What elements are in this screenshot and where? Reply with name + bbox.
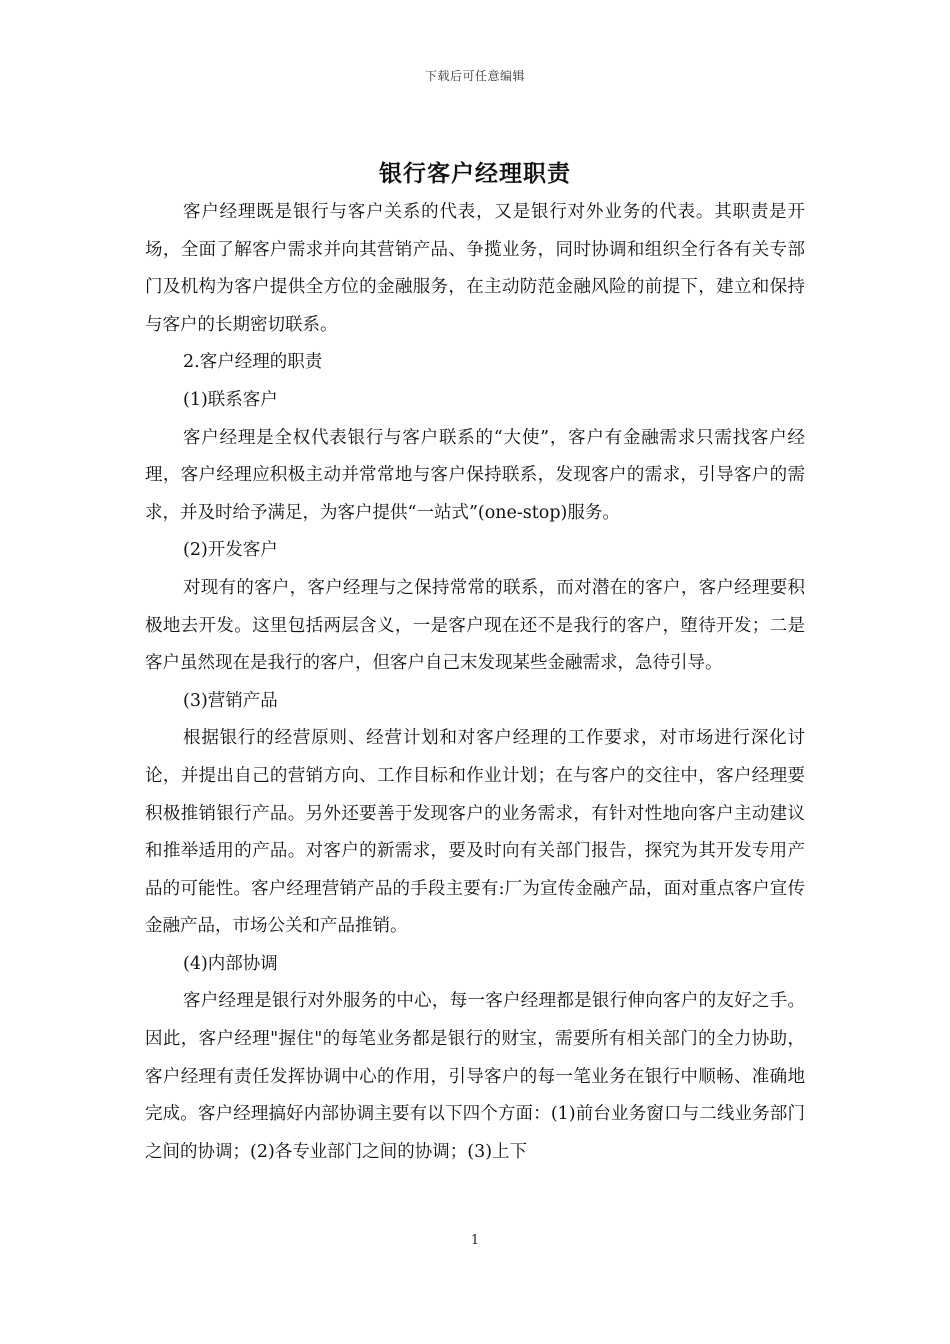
subsection-heading-contact: (1)联系客户: [183, 389, 278, 410]
paragraph-marketing: 根据银行的经营原则、经营计划和对客户经理的工作要求，对市场进行深化讨论，并提出自己的营销方向、工作目标和作业计划；在与客户的交往中，客户经理要积极推销银行产品。另外还要善于发现客户的业务需求，有针对性地向客户主动建议和推举适用的产品。对客户的新需求，要及时向有关部门报告，探究为其开发专用产品的可能性。客户经理营销产品的手段主要有:厂为宣传金融产品，面对重点客户宣传金融产品，市场公关和产品推销。: [145, 728, 805, 937]
subsection-heading-coordination: (4)内部协调: [183, 953, 278, 974]
document-body: [145, 194, 805, 1171]
subsection-heading-marketing: (3)营销产品: [183, 690, 278, 711]
paragraph-intro: 客户经理既是银行与客户关系的代表，又是银行对外业务的代表。其职责是开场，全面了解客户需求并向其营销产品、争揽业务，同时协调和组织全行各有关专部门及机构为客户提供全方位的金融服务，在主动防范金融风险的前提下，建立和保持与客户的长期密切联系。: [145, 202, 805, 335]
paragraph-coordination: 客户经理是银行对外服务的中心，每一客户经理都是银行伸向客户的友好之手。因此，客户经理"握住"的每笔业务都是银行的财宝，需要所有相关部门的全力协助，客户经理有责任发挥协调中心的作用，引导客户的每一笔业务在银行中顺畅、准确地完成。客户经理搞好内部协调主要有以下四个方面：(1)前台业务窗口与二线业务部门之间的协调；(2)各专业部门之间的协调；(3)上下: [145, 991, 805, 1162]
paragraph-develop: 对现有的客户，客户经理与之保持常常的联系，而对潜在的客户，客户经理要积极地去开发。这里包括两层含义，一是客户现在还不是我行的客户，堕待开发；二是客户虽然现在是我行的客户，但客户自己末发现某些金融需求，急待引导。: [145, 577, 805, 674]
paragraph-contact: 客户经理是全权代表银行与客户联系的“大使”，客户有金融需求只需找客户经理，客户经理应积极主动并常常地与客户保持联系，发现客户的需求，引导客户的需求，并及时给予满足，为客户提供“一站式”(one-stop)服务。: [145, 427, 805, 523]
page-header: 下载后可任意编辑: [424, 69, 525, 83]
subsection-heading-develop: (2)开发客户: [183, 540, 278, 561]
section-heading-duties: 2.客户经理的职责: [183, 352, 323, 373]
document-title: 银行客户经理职责: [379, 160, 571, 187]
page-number: 1: [470, 1233, 480, 1248]
